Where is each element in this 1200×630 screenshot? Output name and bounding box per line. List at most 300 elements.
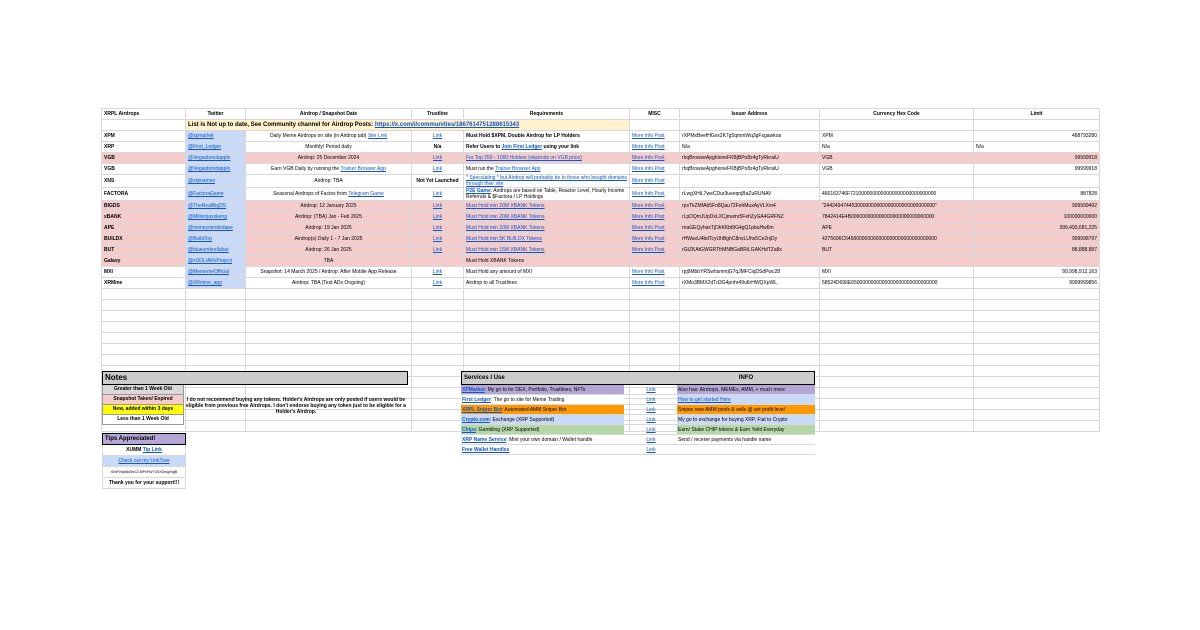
currency-hex xyxy=(820,175,974,188)
service-row xyxy=(461,435,815,445)
requirements-cell xyxy=(464,245,630,256)
more-info-link[interactable]: More Info Post xyxy=(632,225,665,231)
currency-hex: BUT xyxy=(820,245,974,256)
date-text: Airdrop: TBA (Test ADs Ongoing) xyxy=(292,280,365,286)
service-info: Send / receive payments via handle name xyxy=(677,435,815,445)
service-link[interactable]: Link xyxy=(646,387,656,393)
currency-hex: 7842414E4B000000000000000000000000000000 xyxy=(820,212,974,223)
date-cell xyxy=(246,234,412,245)
trustline-cell xyxy=(412,245,464,256)
table-row xyxy=(102,201,1100,212)
xumm-label: XUMM xyxy=(126,447,142,453)
service-name[interactable]: XRP Name Service xyxy=(462,437,507,443)
trustline-link[interactable]: Link xyxy=(432,280,443,286)
empty-row xyxy=(102,311,1100,322)
table-row xyxy=(102,223,1100,234)
misc-cell xyxy=(630,245,680,256)
requirements-tail: using your link xyxy=(543,144,580,150)
table-row xyxy=(102,142,1100,153)
service-name[interactable]: First Ledger xyxy=(462,397,491,403)
requirements-cell xyxy=(464,164,630,175)
empty-row xyxy=(102,322,1100,333)
requirements-cell xyxy=(464,256,630,267)
table-row xyxy=(102,131,1100,142)
table-row xyxy=(102,175,1100,188)
trustline-link[interactable]: Link xyxy=(432,247,443,253)
date-text: Airdrop: 12 January 2025 xyxy=(300,203,357,209)
trustline-cell xyxy=(412,256,464,267)
issuer-address: rHWaxU4bdTcyUhBghC8nxLUhs5Ce2njDy xyxy=(680,234,820,245)
service-name[interactable]: Chips xyxy=(462,427,476,433)
service-desc: : My go to for DEX, Portfolio, Trustlines, NFTs xyxy=(484,387,586,393)
more-info-link[interactable]: More Info Post xyxy=(632,178,665,184)
twitter-cell xyxy=(186,188,246,201)
date-link[interactable]: Telegram Game xyxy=(348,191,384,197)
requirements-text: Must run the xyxy=(466,166,494,172)
col-header: Issuer Address xyxy=(680,109,820,120)
twitter-cell xyxy=(186,256,246,267)
requirements-text: Refer Users to xyxy=(466,144,501,150)
limit-value: 100000000000 xyxy=(974,212,1100,223)
trustline-cell xyxy=(412,131,464,142)
issuer-address: rnaGEQyhaxTjDhKKbt9G4gQ1pbuHw6m xyxy=(680,223,820,234)
misc-cell xyxy=(630,131,680,142)
misc-cell xyxy=(630,164,680,175)
service-link-cell xyxy=(624,395,677,405)
twitter-cell xyxy=(186,153,246,164)
service-name-cell xyxy=(461,435,624,445)
limit-value: 399,493,681,225 xyxy=(974,223,1100,234)
requirements-text[interactable]: Must Hold min 5K BUILDX Tokens xyxy=(466,236,543,242)
issuer-address: rhqBrowseApghioneFKBjBPo8z4gTyRkraiU xyxy=(680,153,820,164)
service-link[interactable]: Link xyxy=(646,397,656,403)
requirements-link[interactable]: P2E Game xyxy=(466,188,491,194)
date-cell xyxy=(246,164,412,175)
trustline-link[interactable]: Link xyxy=(432,214,443,220)
trustline-cell xyxy=(412,223,464,234)
issuer-address: rGtZKAtGWGRTfrMNBGaBRiLGAKHdTZa8x xyxy=(680,245,820,256)
date-text: Airdrop: 25 December 2024 xyxy=(297,155,360,161)
empty-row xyxy=(102,300,1100,311)
notes-title: Notes xyxy=(102,371,408,385)
requirements-link[interactable]: Join First Ledger xyxy=(501,144,543,150)
requirements-cell xyxy=(464,201,630,212)
legend-item: Snapshot Taken/ Expired xyxy=(102,395,184,405)
services-title: Services I Use xyxy=(464,375,505,381)
col-header: Twitter xyxy=(186,109,246,120)
issuer-address: rLwgXHiL7weCDur3ueeqnjBaZuRUNAV xyxy=(680,188,820,201)
more-info-link[interactable]: More Info Post xyxy=(632,269,665,275)
notice-cell xyxy=(186,120,630,131)
twitter-link[interactable]: @Vegasbondapplo xyxy=(188,155,231,161)
requirements-text: Must Hold any amount of MXI xyxy=(466,269,532,275)
table-row xyxy=(102,256,1100,267)
trustline-cell xyxy=(412,278,464,289)
twitter-link[interactable]: @xrpnames xyxy=(188,178,216,184)
twitter-link[interactable]: @TheRealBigDS xyxy=(188,203,227,209)
misc-cell xyxy=(630,267,680,278)
twitter-cell xyxy=(186,223,246,234)
trustline-link[interactable]: Link xyxy=(432,269,443,275)
token-name: APE xyxy=(102,223,186,234)
tips-section xyxy=(102,433,186,489)
linktree-link[interactable]: Check out my LinkTree xyxy=(102,456,186,467)
service-link-cell xyxy=(624,385,677,395)
more-info-link[interactable]: More Info Post xyxy=(632,191,665,197)
twitter-link[interactable]: @blueumbrellabut xyxy=(188,247,229,253)
trustline-cell xyxy=(412,164,464,175)
service-name[interactable]: Free Wallet Handles xyxy=(462,447,510,453)
service-name-cell xyxy=(461,415,624,425)
service-name[interactable]: XRPL Sniper Bot xyxy=(462,407,502,413)
twitter-cell xyxy=(186,175,246,188)
table-row xyxy=(102,245,1100,256)
date-text: Airdrop: 19 Jan 2025 xyxy=(305,225,352,231)
xumm-row xyxy=(102,445,186,456)
col-header: MISC xyxy=(630,109,680,120)
token-name: BIGDS xyxy=(102,201,186,212)
service-link[interactable]: Link xyxy=(646,427,656,433)
service-link[interactable]: Link xyxy=(646,407,656,413)
requirements-text[interactable]: Must Hold min 20M XBANK Tokens xyxy=(466,225,545,231)
trustline-link[interactable]: Link xyxy=(432,166,443,172)
date-cell xyxy=(246,153,412,164)
date-text: Airdrop: TBA xyxy=(314,178,343,184)
requirements-text: Airdrop to all Trustlines xyxy=(466,280,517,286)
service-row xyxy=(461,445,815,455)
date-cell xyxy=(246,245,412,256)
date-text: TBA xyxy=(323,258,334,264)
service-link-cell xyxy=(624,425,677,435)
service-link[interactable]: Link xyxy=(646,447,656,453)
requirements-cell xyxy=(464,212,630,223)
table-row xyxy=(102,153,1100,164)
notes-disclaimer: I do not recommend buying any tokens. Holder's Airdrops are only posted if users would be eligible from previous free Airdrops. I don't endorse buying any token just to be eligible for a Holder's Airdrop. xyxy=(186,397,406,415)
issuer-address: rXMo3BMX2dTd3G4pnhr49u6rHWQXpWL xyxy=(680,278,820,289)
service-link-cell xyxy=(624,435,677,445)
requirements-text[interactable]: Must Hold min 20M XBANK Tokens xyxy=(466,214,545,220)
misc-cell xyxy=(630,234,680,245)
date-cell xyxy=(246,201,412,212)
limit-value: 999999492 xyxy=(974,201,1100,212)
issuer-address xyxy=(680,256,820,267)
service-link-cell xyxy=(624,405,677,415)
tips-title: Tips Appreciated! xyxy=(102,433,186,445)
trustline-link: N/a xyxy=(433,144,442,150)
more-info-link[interactable]: More Info Post xyxy=(632,203,665,209)
twitter-cell xyxy=(186,142,246,153)
table-row xyxy=(102,188,1100,201)
misc-cell xyxy=(630,278,680,289)
limit-value: 887828 xyxy=(974,188,1100,201)
date-text: Daily Meme Airdrops on site (in Airdrop tab) xyxy=(269,133,367,139)
twitter-link[interactable]: @xSOL/ARxProject xyxy=(188,258,232,264)
trustline-link[interactable]: Link xyxy=(432,225,443,231)
services-section xyxy=(461,371,815,455)
twitter-link[interactable]: @FactoraGame xyxy=(188,191,224,197)
token-name: Galaxy xyxy=(102,256,186,267)
twitter-cell xyxy=(186,131,246,142)
services-header xyxy=(461,371,815,385)
date-text: Monthly/ Period daily xyxy=(305,144,352,150)
twitter-cell xyxy=(186,212,246,223)
misc-cell xyxy=(630,223,680,234)
trustline-cell xyxy=(412,212,464,223)
notice-text: List is Not up to date, See Community channel for Airdrop Posts: xyxy=(188,122,374,128)
service-info: My go to exchange for buying XRP, Fiat to Crypto xyxy=(677,415,815,425)
more-info-link[interactable]: More Info Post xyxy=(632,280,665,286)
limit-value: 99999918 xyxy=(974,153,1100,164)
service-name[interactable]: Crypto.com xyxy=(462,417,490,423)
twitter-link[interactable]: @xpmarket xyxy=(188,133,214,139)
requirements-text[interactable]: For Top 250 - 1000 Holders (depends on VGB price) xyxy=(466,155,582,161)
twitter-link[interactable]: @First_Ledger xyxy=(188,144,222,150)
col-header: Requirements xyxy=(464,109,630,120)
twitter-cell xyxy=(186,201,246,212)
empty-row xyxy=(102,289,1100,300)
service-link-cell xyxy=(624,445,677,455)
currency-hex: VGB xyxy=(820,153,974,164)
legend-item: Greater than 1 Week Old xyxy=(102,385,184,395)
token-name: BUILDX xyxy=(102,234,186,245)
more-info-link[interactable]: More Info Post xyxy=(632,144,665,150)
currency-hex: N/a xyxy=(820,142,974,153)
currency-hex: "2442494744530000000000000000000000000000" xyxy=(820,201,974,212)
service-link[interactable]: Link xyxy=(646,437,656,443)
token-name: XPM xyxy=(102,131,186,142)
requirements-text[interactable]: * Speculating * but Airdrop will probably be to those who bought domains through their site xyxy=(466,175,627,187)
service-row xyxy=(461,425,815,435)
twitter-cell xyxy=(186,234,246,245)
date-cell xyxy=(246,212,412,223)
community-link[interactable]: https://x.com/i/communities/1867614751288615343 xyxy=(374,122,520,128)
twitter-link[interactable]: @XRmine_app xyxy=(188,280,222,286)
trustline-cell xyxy=(412,142,464,153)
notes-legend xyxy=(102,385,184,425)
twitter-link[interactable]: @moneymindedape xyxy=(188,225,233,231)
requirements-text[interactable]: Must Hold min 20M XBANK Tokens xyxy=(466,203,545,209)
twitter-link[interactable]: @Millionjaxxkeng xyxy=(188,214,227,220)
requirements-link[interactable]: Trainer Browser App xyxy=(495,166,541,172)
date-text: Airdrop: 26 Jan 2025 xyxy=(305,247,352,253)
service-name-cell xyxy=(461,385,624,395)
table-row xyxy=(102,164,1100,175)
col-header: Trustline xyxy=(412,109,464,120)
limit-value xyxy=(974,256,1100,267)
service-info: Also has: Airdrops, MEMEs, AMM, + much more xyxy=(677,385,815,395)
service-desc: : Automated AMM Sniper Bot xyxy=(501,407,567,413)
requirements-text: Must Hold $XPM, Double Airdrop for LP Holders xyxy=(466,133,580,139)
trustline-link[interactable]: Link xyxy=(432,155,443,161)
twitter-link[interactable]: @BuildXrp xyxy=(188,236,212,242)
header-row xyxy=(102,109,1100,120)
twitter-link[interactable]: @Vegasbondapplo xyxy=(188,166,231,172)
token-name: xBANK xyxy=(102,212,186,223)
date-cell xyxy=(246,267,412,278)
date-text: Airdrop(s) Daily 1 - 7 Jan 2025 xyxy=(294,236,363,242)
trustline-cell xyxy=(412,188,464,201)
requirements-cell xyxy=(464,234,630,245)
more-info-link[interactable]: More Info Post xyxy=(632,133,665,139)
col-header: Limit xyxy=(974,109,1100,120)
token-name: XRP xyxy=(102,142,186,153)
token-name: XNS xyxy=(102,175,186,188)
currency-hex: 4275696C645800000000000000000000000000000 xyxy=(820,234,974,245)
issuer-address: rpj9MbbYRSwhsmmjG7qJMFCiqDSdPwc28 xyxy=(680,267,820,278)
limit-value: N/a xyxy=(974,142,1100,153)
trustline-cell xyxy=(412,175,464,188)
misc-cell xyxy=(630,153,680,164)
issuer-address: rpsTkZMfAb5Fn8Qau72FehMuxAyVLXm4 xyxy=(680,201,820,212)
date-cell xyxy=(246,278,412,289)
requirements-cell xyxy=(464,267,630,278)
service-name-cell xyxy=(461,445,624,455)
date-text: Airdrop: (TBA) Jan - Feb 2025 xyxy=(295,214,362,220)
requirements-cell xyxy=(464,175,630,188)
token-name: MXI xyxy=(102,267,186,278)
misc-cell xyxy=(630,256,680,267)
service-name[interactable]: XPMarket xyxy=(462,387,485,393)
service-name-cell xyxy=(461,395,624,405)
trustline-cell xyxy=(412,201,464,212)
empty-row xyxy=(102,344,1100,355)
services-list xyxy=(461,385,815,455)
service-row xyxy=(461,385,815,395)
issuer-address: rXPMxBeefHGxx2K7g5qmmWq3gFsgawkoa xyxy=(680,131,820,142)
xumm-tip-link[interactable]: Tip Link xyxy=(142,447,162,453)
empty-row xyxy=(102,355,1100,366)
trustline-link[interactable]: Link xyxy=(432,191,443,197)
service-row xyxy=(461,405,815,415)
legend-item: New, added within 3 days xyxy=(102,405,184,415)
issuer-address: rLpDQmJUpDxLXCjmumr5FehZyGA4GRFNZ xyxy=(680,212,820,223)
misc-cell xyxy=(630,175,680,188)
requirements-text: Must Hold XBANK Tokens xyxy=(466,258,524,264)
issuer-address xyxy=(680,175,820,188)
requirements-cell xyxy=(464,223,630,234)
date-text: Earn VGB Daily by running the xyxy=(271,166,340,172)
limit-value: 999998797 xyxy=(974,234,1100,245)
limit-value xyxy=(974,175,1100,188)
service-row xyxy=(461,395,815,405)
empty-row xyxy=(102,333,1100,344)
twitter-cell xyxy=(186,245,246,256)
token-name: VGB xyxy=(102,164,186,175)
limit-value: 99,998,912,163 xyxy=(974,267,1100,278)
twitter-cell xyxy=(186,267,246,278)
date-text: Snapshot: 14 March 2025 / Airdrop: After Mobile App Release xyxy=(260,269,397,275)
requirements-cell xyxy=(464,188,630,201)
table-row xyxy=(102,278,1100,289)
more-info-link[interactable]: More Info Post xyxy=(632,247,665,253)
currency-hex: APE xyxy=(820,223,974,234)
more-info-link[interactable]: More Info Post xyxy=(632,155,665,161)
trustline-link: Not Yet Launched xyxy=(416,178,459,184)
currency-hex: MXI xyxy=(820,267,974,278)
date-cell xyxy=(246,142,412,153)
service-info xyxy=(677,445,815,455)
services-info-header: INFO xyxy=(738,375,754,381)
requirements-cell xyxy=(464,142,630,153)
token-name: FACTORA xyxy=(102,188,186,201)
trustline-link[interactable]: Link xyxy=(432,133,443,139)
limit-value: 9999999856 xyxy=(974,278,1100,289)
token-name: VGB xyxy=(102,153,186,164)
date-cell xyxy=(246,223,412,234)
date-text: Seasonal Airdrops of Factos from xyxy=(273,191,348,197)
limit-value: 88,888,887 xyxy=(974,245,1100,256)
col-header: Airdrop / Snapshot Date xyxy=(246,109,412,120)
service-name-cell xyxy=(461,425,624,435)
trustline-link[interactable]: Link xyxy=(432,236,443,242)
date-cell xyxy=(246,256,412,267)
misc-cell xyxy=(630,212,680,223)
thanks-text: Thank you for your support!!! xyxy=(102,478,186,489)
col-header: Currency Hex Code xyxy=(820,109,974,120)
requirements-text[interactable]: Must Hold min 15M XBANK Tokens xyxy=(466,247,545,253)
table-row xyxy=(102,267,1100,278)
twitter-link[interactable]: @MememeOfficial xyxy=(188,269,230,275)
service-link[interactable]: Link xyxy=(646,417,656,423)
token-name: XRMine xyxy=(102,278,186,289)
trustline-cell xyxy=(412,153,464,164)
misc-cell xyxy=(630,142,680,153)
trustline-link[interactable]: Link xyxy=(432,203,443,209)
service-desc: : Mint your own domain / Wallet handle xyxy=(506,437,593,443)
misc-cell xyxy=(630,188,680,201)
currency-hex: XPM xyxy=(820,131,974,142)
trustline-cell xyxy=(412,234,464,245)
token-name: BUT xyxy=(102,245,186,256)
date-link[interactable]: Trainer Browser App xyxy=(340,166,386,172)
date-cell xyxy=(246,175,412,188)
more-info-link[interactable]: More Info Post xyxy=(632,166,665,172)
currency-hex: VGB xyxy=(820,164,974,175)
legend-item: Less than 1 Week Old xyxy=(102,415,184,425)
currency-hex xyxy=(820,256,974,267)
service-link-cell xyxy=(624,415,677,425)
limit-value: 99999918 xyxy=(974,164,1100,175)
requirements-cell xyxy=(464,131,630,142)
service-desc: : The go to site for Meme Trading xyxy=(490,397,565,403)
service-info: Earn/ Stake CHIP tokens & Earn Yeild Everyday xyxy=(677,425,815,435)
table-row xyxy=(102,234,1100,245)
twitter-cell xyxy=(186,164,246,175)
limit-value: 488793280 xyxy=(974,131,1100,142)
twitter-cell xyxy=(186,278,246,289)
currency-hex: 466163746F7210000000000000000000000000000 xyxy=(820,188,974,201)
issuer-address: N/a xyxy=(680,142,820,153)
service-info[interactable]: How to get started Here xyxy=(677,395,815,405)
requirements-cell xyxy=(464,153,630,164)
date-link[interactable]: Site Link xyxy=(367,133,387,139)
more-info-link[interactable]: More Info Post xyxy=(632,236,665,242)
date-cell xyxy=(246,188,412,201)
requirements-cell xyxy=(464,278,630,289)
tip-address: rDnPv5pB6GbrCCMPxFhvTG5XGeqpNgB xyxy=(102,467,186,478)
currency-hex: 58524D696E6500000000000000000000000000000 xyxy=(820,278,974,289)
service-desc: : Gambling (XRP Supported) xyxy=(475,427,540,433)
misc-cell xyxy=(630,201,680,212)
requirements-text: : Airdrops are based on Table, Reactor Level, Hourly Income Referrals & $Factora / LP Holdings xyxy=(466,188,625,200)
service-row xyxy=(461,415,815,425)
col-header: XRPL Airdrops xyxy=(102,109,186,120)
more-info-link[interactable]: More Info Post xyxy=(632,214,665,220)
notes-section xyxy=(102,371,408,425)
service-desc: : Exchange (XRP Supported) xyxy=(489,417,555,423)
date-cell xyxy=(246,131,412,142)
issuer-address: rhqBrowseApghioneFKBjBPo8z4gTyRkraiU xyxy=(680,164,820,175)
